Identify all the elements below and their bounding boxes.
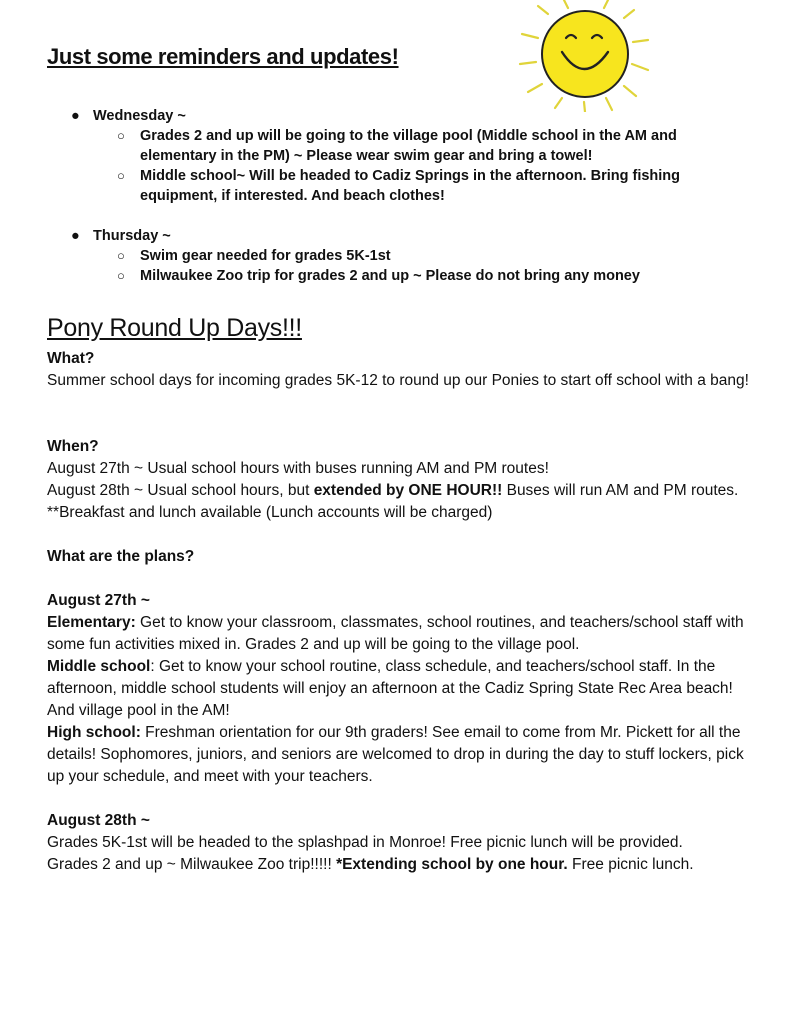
elementary-plan [47, 612, 759, 656]
wednesday-sublist [47, 126, 757, 206]
elementary-label: Elementary: [47, 614, 136, 631]
extended-hour-text: extended by ONE HOUR!! [313, 482, 503, 499]
middle-school-text: : Get to know your school routine, class schedule, and teachers/school staff. In the afternoon, middle school students will enjoy an afternoon at the Cadiz Spring State Rec Area beach! And village pool in the AM! [47, 658, 733, 719]
when-line-2-tail: Buses will run AM and PM routes. [502, 482, 739, 499]
reminders-heading: Just some reminders and updates! [47, 44, 399, 69]
wednesday-item-1: Grades 2 and up will be going to the village pool (Middle school in the AM and elementary in the PM) ~ Please wear swim gear and bring a towel! [140, 128, 677, 164]
high-school-text: Freshman orientation for our 9th graders! See email to come from Mr. Pickett for all the details! Sophomores, juniors, and seniors are welcomed to drop in during the day to stuff lockers, pick up your schedule, and meet with your teachers. [47, 724, 744, 785]
thursday-item-1: Swim gear needed for grades 5K-1st [140, 248, 391, 264]
middle-school-plan [47, 656, 759, 722]
when-line-2 [47, 480, 759, 502]
aug27-heading: August 27th ~ [47, 592, 150, 609]
wednesday-item-2: Middle school~ Will be headed to Cadiz Springs in the afternoon. Bring fishing equipment, if interested. And beach clothes! [140, 168, 681, 204]
extending-school-text: *Extending school by one hour. [336, 856, 568, 873]
sub-bullet-glyph: ○ [117, 128, 125, 143]
thursday-sublist [47, 246, 757, 286]
bullet-glyph: ● [71, 108, 80, 124]
middle-school-label: Middle school [47, 658, 151, 675]
aug28-line-1: Grades 5K-1st will be headed to the splashpad in Monroe! Free picnic lunch will be provided. [47, 834, 683, 851]
aug28-line-2-tail: Free picnic lunch. [567, 856, 694, 873]
sub-bullet-glyph: ○ [117, 168, 125, 183]
list-item [47, 126, 757, 166]
pony-roundup-body [47, 348, 759, 876]
what-text: Summer school days for incoming grades 5K-12 to round up our Ponies to start off school with a bang! [47, 372, 749, 389]
sub-bullet-glyph: ○ [117, 248, 125, 263]
aug28-heading: August 28th ~ [47, 812, 150, 829]
thursday-label: Thursday ~ [93, 228, 171, 244]
list-item [47, 166, 757, 206]
pony-roundup-heading: Pony Round Up Days!!! [47, 314, 302, 342]
when-note: **Breakfast and lunch available (Lunch accounts will be charged) [47, 504, 493, 521]
aug28-line-2-text: Grades 2 and up ~ Milwaukee Zoo trip!!!!! [47, 856, 337, 873]
thursday-item-2: Milwaukee Zoo trip for grades 2 and up ~ Please do not bring any money [140, 268, 640, 284]
when-line-2-text: August 28th ~ Usual school hours, but [47, 482, 314, 499]
list-item [47, 266, 757, 286]
list-item [47, 246, 757, 266]
what-heading: What? [47, 350, 95, 367]
when-line-1: August 27th ~ Usual school hours with buses running AM and PM routes! [47, 460, 549, 477]
aug28-line-2 [47, 854, 759, 876]
high-school-plan [47, 722, 759, 788]
wednesday-label: Wednesday ~ [93, 108, 186, 124]
plans-heading: What are the plans? [47, 548, 195, 565]
reminders-list [47, 106, 757, 286]
high-school-label: High school: [47, 724, 141, 741]
list-item-thursday [47, 226, 757, 246]
elementary-text: Get to know your classroom, classmates, school routines, and teachers/school staff with some fun activities mixed in. Grades 2 and up will be going to the village pool. [47, 614, 744, 653]
smiling-sun-icon [508, 0, 660, 112]
sub-bullet-glyph: ○ [117, 268, 125, 283]
bullet-glyph: ● [71, 228, 80, 244]
list-item-wednesday [47, 106, 757, 126]
when-heading: When? [47, 438, 99, 455]
